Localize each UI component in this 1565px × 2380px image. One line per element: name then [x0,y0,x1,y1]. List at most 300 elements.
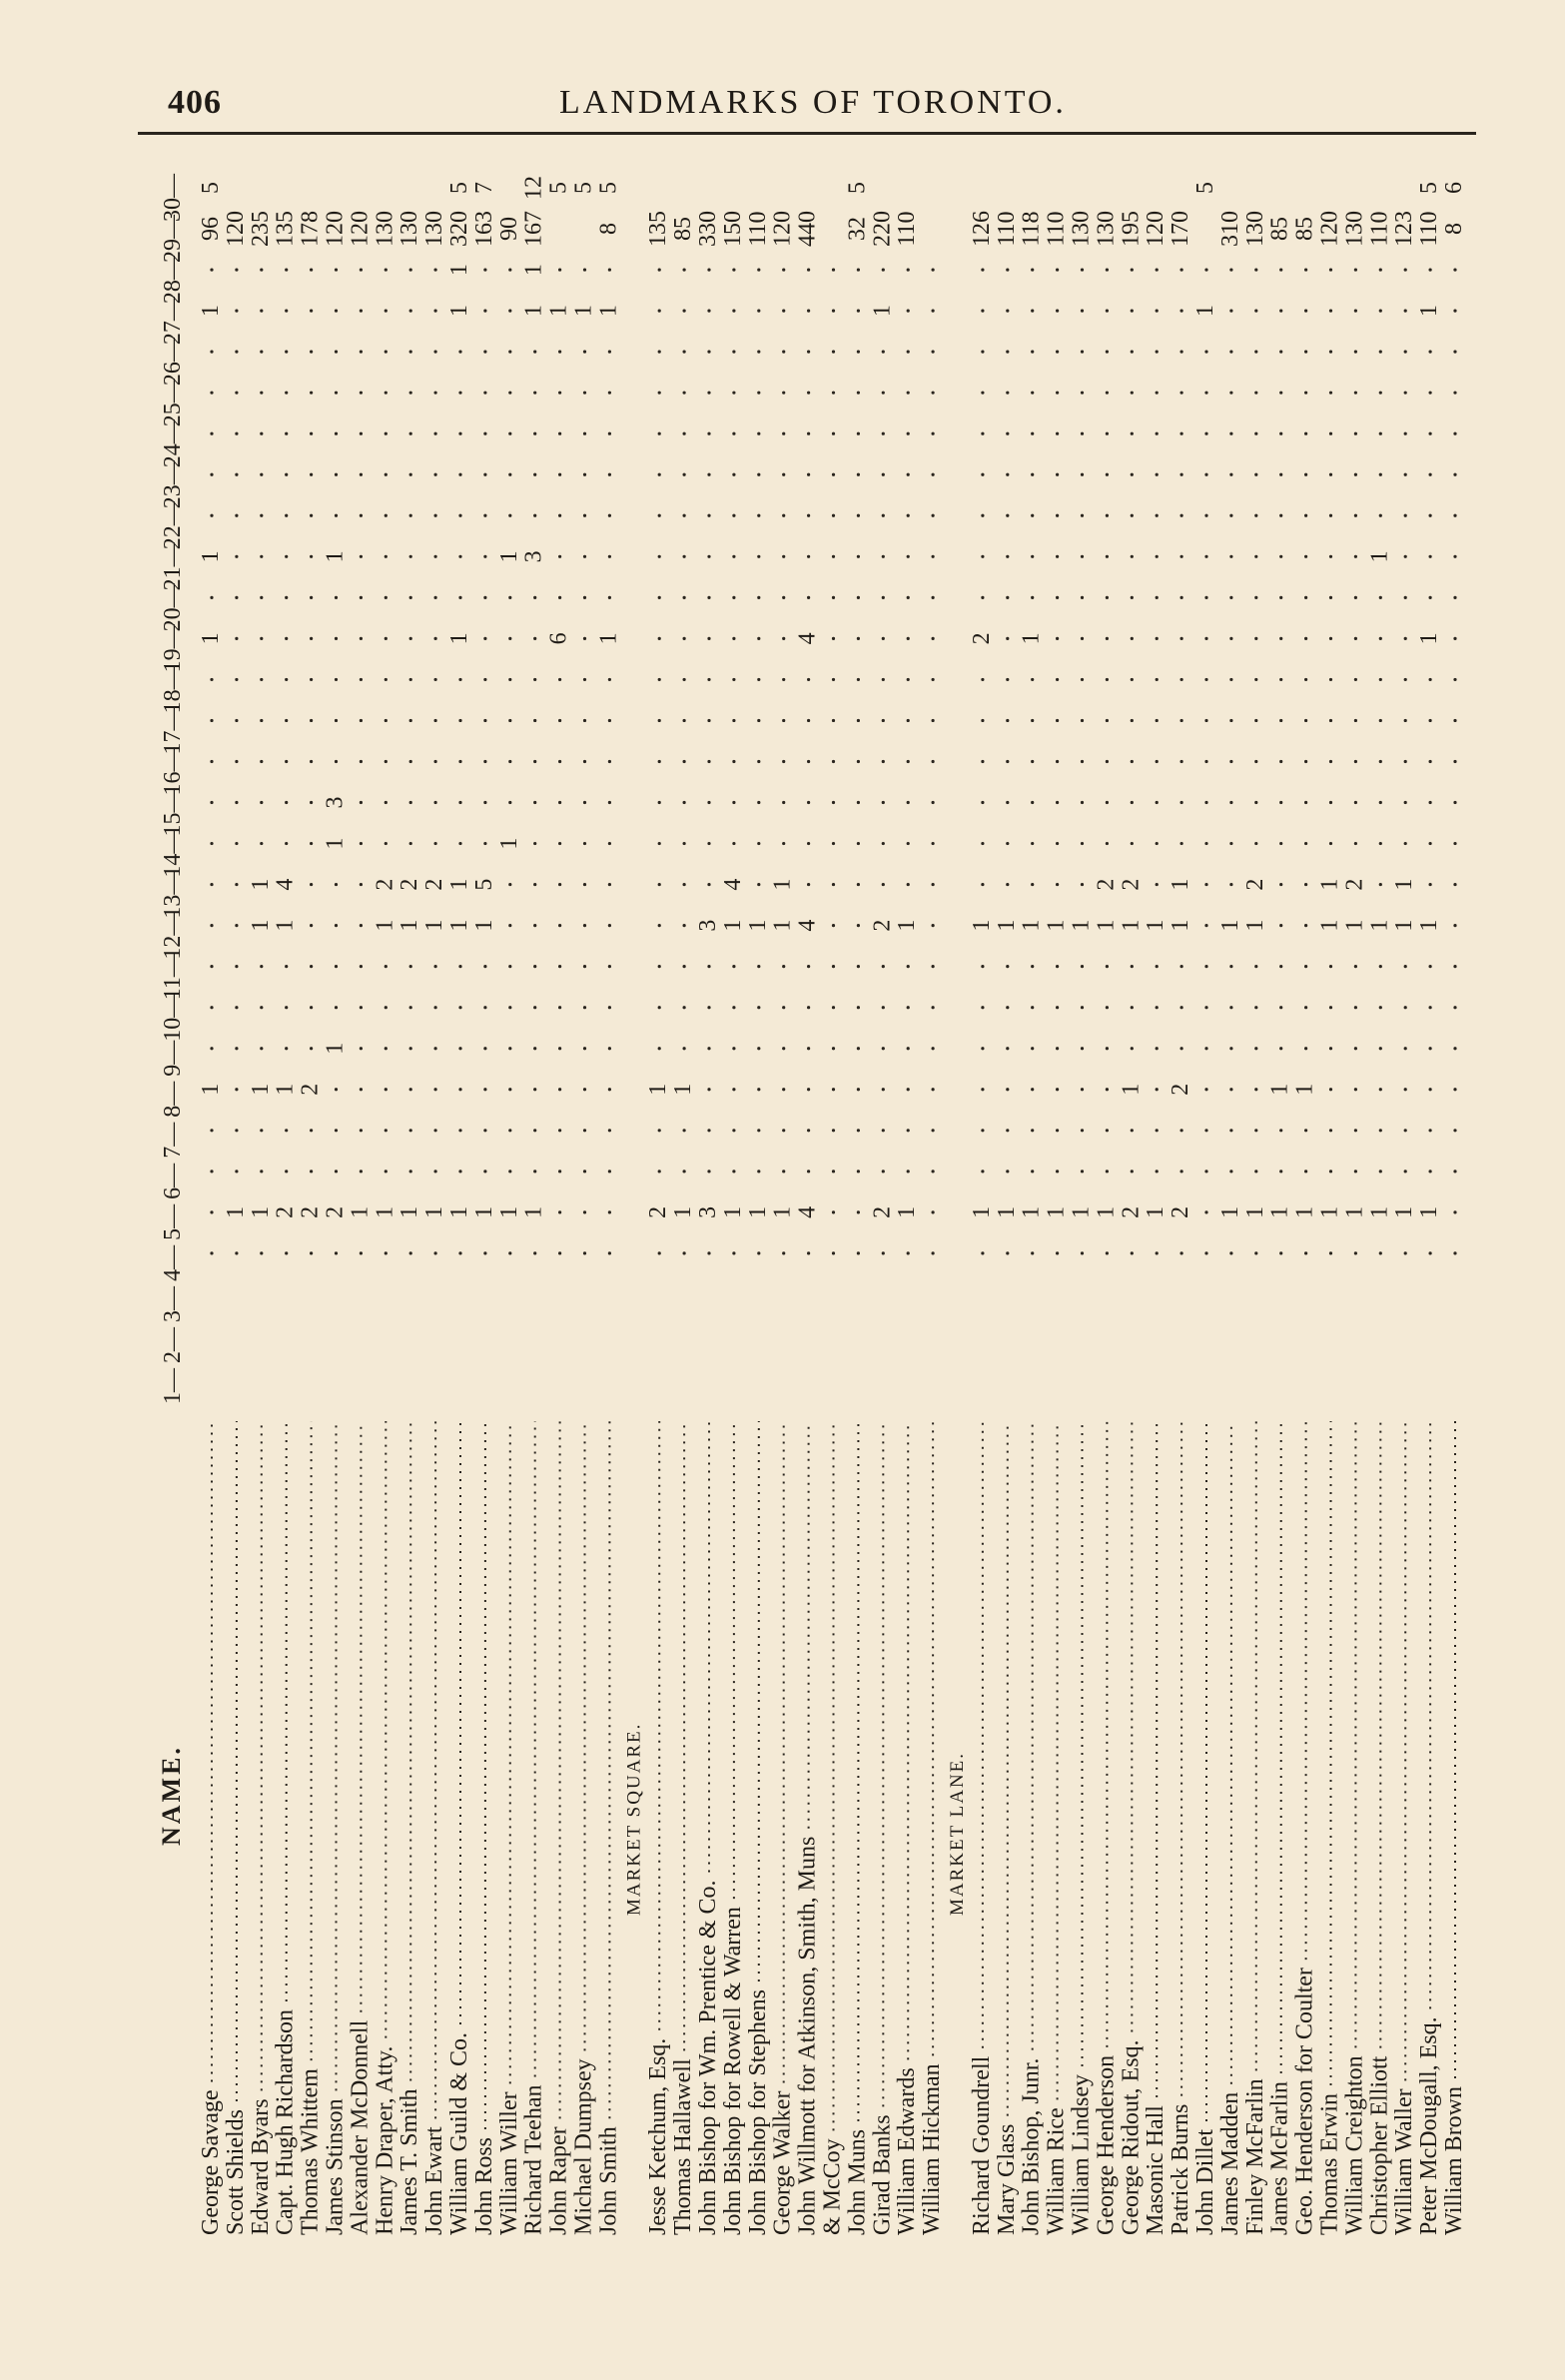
empty-cell-dot [533,1006,536,1009]
empty-cell-dot [981,596,984,599]
empty-cell-dot [1429,596,1432,599]
cell-value: 110 [1416,211,1443,247]
cell-value: 1 [1316,1205,1343,1218]
empty-cell-dot [1429,392,1432,395]
empty-cell-dot [658,555,661,558]
empty-cell-dot [1279,883,1282,886]
empty-cell-dot [1329,555,1332,558]
empty-cell-dot [409,555,412,558]
rotated-ledger-table [140,148,1468,2245]
row-name: Peter McDougall, Esq. [1416,2016,1443,2235]
empty-cell-dot [285,1129,288,1132]
empty-cell-dot [360,924,363,927]
empty-cell-dot [1006,514,1009,517]
empty-cell-dot [882,1006,885,1009]
empty-cell-dot [1404,310,1407,313]
empty-cell-dot [385,842,388,845]
empty-cell-dot [1156,760,1159,763]
cell-value: 1 [247,1205,274,1218]
cell-value: 320 [446,211,472,248]
empty-cell-dot [508,637,511,640]
cell-value: 330 [695,211,721,248]
empty-cell-dot [1156,1088,1159,1091]
empty-cell-dot [1304,924,1307,927]
empty-cell-dot [1279,924,1282,927]
empty-cell-dot [1453,1251,1456,1254]
empty-cell-dot [458,392,461,395]
empty-cell-dot [932,310,935,313]
cell-value: 2 [1341,878,1368,891]
empty-cell-dot [434,1129,437,1132]
empty-cell-dot [210,1047,213,1050]
row-name: George Ridout, Esq. [1118,2039,1145,2235]
empty-cell-dot [1031,555,1034,558]
empty-cell-dot [832,678,835,681]
empty-cell-dot [1006,392,1009,395]
empty-cell-dot [409,1129,412,1132]
empty-cell-dot [335,719,338,722]
column-header: 26— [160,338,186,387]
empty-cell-dot [907,1006,910,1009]
empty-cell-dot [857,1251,860,1254]
empty-cell-dot [508,1047,511,1050]
empty-cell-dot [1254,965,1257,968]
empty-cell-dot [807,473,810,476]
empty-cell-dot [707,268,710,271]
column-header: 6— [160,1163,186,1199]
empty-cell-dot [1156,801,1159,804]
empty-cell-dot [583,432,586,435]
empty-cell-dot [434,514,437,517]
empty-cell-dot [1279,965,1282,968]
empty-cell-dot [782,760,785,763]
empty-cell-dot [1106,678,1109,681]
empty-cell-dot [1131,1251,1134,1254]
empty-cell-dot [1254,842,1257,845]
empty-cell-dot [1354,1006,1357,1009]
empty-cell-dot [907,514,910,517]
empty-cell-dot [832,310,835,313]
empty-cell-dot [285,432,288,435]
empty-cell-dot [210,473,213,476]
cell-value: 1 [272,919,299,932]
empty-cell-dot [981,351,984,354]
row-name: William Lindsey [1068,2073,1095,2235]
empty-cell-dot [757,1006,760,1009]
empty-cell-dot [1131,555,1134,558]
cell-value: 1 [968,1205,995,1218]
empty-cell-dot [210,842,213,845]
empty-cell-dot [1006,1088,1009,1091]
empty-cell-dot [558,1129,561,1132]
empty-cell-dot [608,965,611,968]
empty-cell-dot [335,1088,338,1091]
empty-cell-dot [882,1088,885,1091]
empty-cell-dot [1180,1006,1183,1009]
empty-cell-dot [1304,1170,1307,1173]
empty-cell-dot [434,473,437,476]
empty-cell-dot [508,1170,511,1173]
empty-cell-dot [1204,924,1207,927]
empty-cell-dot [1354,1170,1357,1173]
empty-cell-dot [235,555,238,558]
empty-cell-dot [1229,719,1232,722]
empty-cell-dot [1006,1129,1009,1132]
empty-cell-dot [1156,1170,1159,1173]
empty-cell-dot [1106,842,1109,845]
cell-value: 2 [869,1205,896,1218]
empty-cell-dot [1229,637,1232,640]
empty-cell-dot [1329,473,1332,476]
empty-cell-dot [235,1088,238,1091]
empty-cell-dot [210,268,213,271]
cell-value: 5 [570,182,597,194]
empty-cell-dot [907,392,910,395]
empty-cell-dot [1429,1088,1432,1091]
empty-cell-dot [907,1251,910,1254]
empty-cell-dot [907,555,910,558]
empty-cell-dot [732,801,735,804]
empty-cell-dot [832,351,835,354]
row-name: Thomas Whittem [297,2068,324,2235]
empty-cell-dot [857,1129,860,1132]
empty-cell-dot [757,637,760,640]
empty-cell-dot [260,555,263,558]
empty-cell-dot [583,555,586,558]
empty-cell-dot [1254,1006,1257,1009]
row-name: William Willer [495,2091,522,2235]
empty-cell-dot [807,596,810,599]
empty-cell-dot [1156,678,1159,681]
empty-cell-dot [533,883,536,886]
empty-cell-dot [1279,1129,1282,1132]
row-name: Thomas Hallawell [670,2058,697,2235]
empty-cell-dot [583,473,586,476]
empty-cell-dot [1453,1170,1456,1173]
empty-cell-dot [1031,801,1034,804]
empty-cell-dot [1056,1129,1059,1132]
empty-cell-dot [1304,965,1307,968]
empty-cell-dot [857,760,860,763]
empty-cell-dot [235,268,238,271]
empty-cell-dot [434,555,437,558]
empty-cell-dot [857,473,860,476]
empty-cell-dot [434,1006,437,1009]
empty-cell-dot [210,883,213,886]
row-name: Finley McFarlin [1241,2078,1268,2235]
empty-cell-dot [1254,392,1257,395]
empty-cell-dot [1180,555,1183,558]
cell-value: 1 [595,632,622,645]
empty-cell-dot [832,637,835,640]
empty-cell-dot [1279,1251,1282,1254]
empty-cell-dot [707,392,710,395]
empty-cell-dot [832,760,835,763]
empty-cell-dot [1379,351,1382,354]
empty-cell-dot [857,1006,860,1009]
row-name: George Savage [198,2089,224,2235]
empty-cell-dot [508,351,511,354]
empty-cell-dot [458,351,461,354]
empty-cell-dot [807,719,810,722]
column-header: 12— [160,911,186,960]
empty-cell-dot [932,637,935,640]
column-header: 24— [160,419,186,468]
empty-cell-dot [782,473,785,476]
empty-cell-dot [1404,268,1407,271]
cell-value: 1 [396,1205,423,1218]
empty-cell-dot [483,432,486,435]
cell-value: 1 [1266,1205,1293,1218]
empty-cell-dot [757,760,760,763]
empty-cell-dot [285,473,288,476]
empty-cell-dot [260,965,263,968]
empty-cell-dot [1229,842,1232,845]
row-name: George Walker [769,2090,796,2235]
empty-cell-dot [1081,842,1084,845]
row-name: John Muns [844,2128,871,2235]
empty-cell-dot [683,1251,686,1254]
cell-value: 126 [968,211,995,248]
empty-cell-dot [1031,514,1034,517]
empty-cell-dot [1180,351,1183,354]
empty-cell-dot [1204,801,1207,804]
empty-cell-dot [235,842,238,845]
empty-cell-dot [782,801,785,804]
empty-cell-dot [1254,310,1257,313]
empty-cell-dot [360,678,363,681]
empty-cell-dot [1453,1047,1456,1050]
empty-cell-dot [1056,555,1059,558]
empty-cell-dot [533,473,536,476]
empty-cell-dot [683,351,686,354]
empty-cell-dot [757,555,760,558]
empty-cell-dot [658,1170,661,1173]
empty-cell-dot [533,719,536,722]
row-name: John Smith [595,2126,622,2235]
cell-value: 150 [719,211,746,248]
empty-cell-dot [1031,883,1034,886]
empty-cell-dot [1254,1129,1257,1132]
empty-cell-dot [1204,760,1207,763]
empty-cell-dot [508,514,511,517]
empty-cell-dot [981,310,984,313]
empty-cell-dot [1453,1210,1456,1213]
cell-value: 2 [645,1205,672,1218]
page-number: 406 [168,84,222,121]
empty-cell-dot [1354,1047,1357,1050]
empty-cell-dot [1229,1251,1232,1254]
empty-cell-dot [757,801,760,804]
empty-cell-dot [981,514,984,517]
empty-cell-dot [707,514,710,517]
empty-cell-dot [1031,965,1034,968]
empty-cell-dot [1131,1047,1134,1050]
empty-cell-dot [882,760,885,763]
empty-cell-dot [508,310,511,313]
empty-cell-dot [260,432,263,435]
empty-cell-dot [1329,351,1332,354]
empty-cell-dot [807,883,810,886]
row-name: Patrick Burns [1168,2103,1194,2235]
empty-cell-dot [807,1129,810,1132]
empty-cell-dot [1429,268,1432,271]
empty-cell-dot [1379,801,1382,804]
cell-value: 6 [545,632,572,645]
empty-cell-dot [235,351,238,354]
cell-value: 6 [1441,182,1467,194]
cell-value: 2 [1241,878,1268,891]
empty-cell-dot [285,310,288,313]
empty-cell-dot [385,351,388,354]
cell-value: 178 [297,211,324,248]
empty-cell-dot [310,1251,313,1254]
empty-cell-dot [583,268,586,271]
empty-cell-dot [1156,719,1159,722]
empty-cell-dot [757,1047,760,1050]
empty-cell-dot [285,514,288,517]
empty-cell-dot [683,392,686,395]
empty-cell-dot [508,268,511,271]
empty-cell-dot [1279,310,1282,313]
empty-cell-dot [981,1251,984,1254]
empty-cell-dot [932,883,935,886]
empty-cell-dot [310,268,313,271]
empty-cell-dot [1229,965,1232,968]
empty-cell-dot [483,842,486,845]
cell-value: 1 [1316,919,1343,932]
empty-cell-dot [583,1210,586,1213]
empty-cell-dot [1156,432,1159,435]
empty-cell-dot [210,760,213,763]
row-name: John Bishop, Junr. [1018,2057,1045,2235]
empty-cell-dot [932,392,935,395]
empty-cell-dot [782,555,785,558]
empty-cell-dot [1279,719,1282,722]
row-name: Alexander McDonnell [347,2019,374,2235]
empty-cell-dot [782,842,785,845]
empty-cell-dot [1106,637,1109,640]
empty-cell-dot [1131,432,1134,435]
column-header: 19— [160,624,186,673]
empty-cell-dot [683,1129,686,1132]
empty-cell-dot [1056,351,1059,354]
empty-cell-dot [409,1170,412,1173]
cell-value: 1 [894,1205,921,1218]
empty-cell-dot [458,801,461,804]
cell-value: 1 [322,1042,349,1055]
empty-cell-dot [583,965,586,968]
empty-cell-dot [907,883,910,886]
empty-cell-dot [508,801,511,804]
empty-cell-dot [335,514,338,517]
empty-cell-dot [1429,473,1432,476]
empty-cell-dot [1404,432,1407,435]
empty-cell-dot [932,1047,935,1050]
empty-cell-dot [1006,555,1009,558]
empty-cell-dot [1304,678,1307,681]
empty-cell-dot [1329,1170,1332,1173]
empty-cell-dot [285,351,288,354]
empty-cell-dot [757,965,760,968]
empty-cell-dot [1329,1006,1332,1009]
empty-cell-dot [608,555,611,558]
empty-cell-dot [981,392,984,395]
empty-cell-dot [1106,473,1109,476]
empty-cell-dot [1031,1251,1034,1254]
empty-cell-dot [210,351,213,354]
empty-cell-dot [1006,351,1009,354]
empty-cell-dot [434,268,437,271]
empty-cell-dot [932,268,935,271]
empty-cell-dot [658,719,661,722]
empty-cell-dot [1229,1006,1232,1009]
empty-cell-dot [707,596,710,599]
empty-cell-dot [707,1129,710,1132]
cell-value: 1 [198,632,224,645]
cell-value: 1 [347,1205,374,1218]
empty-cell-dot [1031,678,1034,681]
empty-cell-dot [335,760,338,763]
empty-cell-dot [508,392,511,395]
empty-cell-dot [360,1006,363,1009]
empty-cell-dot [1404,842,1407,845]
empty-cell-dot [1329,637,1332,640]
empty-cell-dot [483,801,486,804]
empty-cell-dot [882,965,885,968]
empty-cell-dot [832,268,835,271]
empty-cell-dot [1453,678,1456,681]
cell-value: 4 [794,919,821,932]
column-header: 25— [160,379,186,427]
empty-cell-dot [1429,965,1432,968]
empty-cell-dot [335,1251,338,1254]
empty-cell-dot [907,473,910,476]
empty-cell-dot [1031,310,1034,313]
cell-value: 1 [570,305,597,318]
empty-cell-dot [260,1129,263,1132]
empty-cell-dot [732,719,735,722]
empty-cell-dot [1081,555,1084,558]
empty-cell-dot [782,392,785,395]
empty-cell-dot [235,392,238,395]
empty-cell-dot [832,1047,835,1050]
empty-cell-dot [533,1251,536,1254]
empty-cell-dot [1453,268,1456,271]
empty-cell-dot [260,760,263,763]
row-name: Capt. Hugh Richardson [272,2009,299,2235]
empty-cell-dot [335,1006,338,1009]
empty-cell-dot [707,310,710,313]
empty-cell-dot [782,1006,785,1009]
empty-cell-dot [1429,351,1432,354]
empty-cell-dot [1031,432,1034,435]
empty-cell-dot [782,637,785,640]
empty-cell-dot [882,801,885,804]
empty-cell-dot [1429,883,1432,886]
empty-cell-dot [335,1170,338,1173]
empty-cell-dot [508,596,511,599]
cell-value: 1 [520,1205,547,1218]
empty-cell-dot [285,1170,288,1173]
empty-cell-dot [732,965,735,968]
empty-cell-dot [932,1210,935,1213]
empty-cell-dot [981,1006,984,1009]
empty-cell-dot [1379,719,1382,722]
empty-cell-dot [658,637,661,640]
empty-cell-dot [1304,555,1307,558]
cell-value: 2 [272,1205,299,1218]
